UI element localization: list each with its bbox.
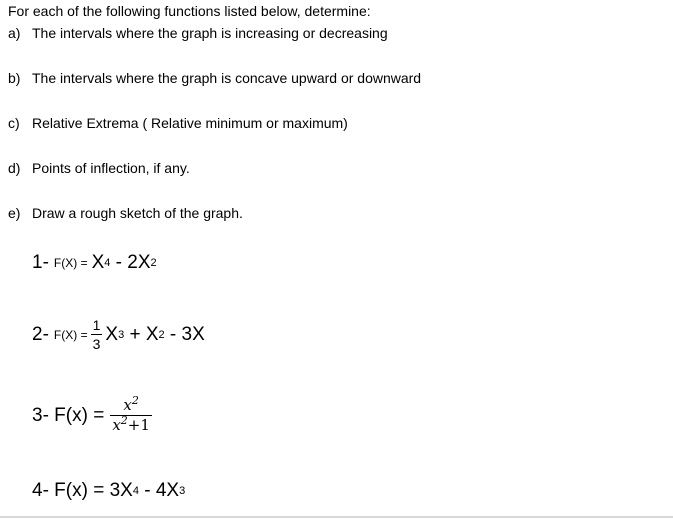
function-label: 3- F(x) = [32, 404, 105, 426]
term: - 2X [110, 252, 151, 273]
denominator [110, 414, 152, 434]
term: - 3X [164, 323, 205, 345]
fraction-bar [91, 334, 103, 335]
function-number: 1- [32, 252, 49, 273]
function-name: F(X) = [53, 327, 88, 342]
question-letter: c) [8, 115, 20, 131]
question-letter: a) [8, 25, 21, 41]
page-bottom-border [0, 516, 673, 518]
question-text: Points of inflection, if any. [32, 160, 190, 176]
question-d [8, 160, 190, 176]
function-2: 2- F(X) = $\frac{1}{3}$ X 3 + X 2 - 3X [32, 317, 205, 352]
function-3 [32, 394, 155, 434]
question-b [8, 70, 421, 86]
fraction [91, 318, 103, 351]
term: x [112, 416, 121, 434]
instructions-intro: For each of the following functions listed below, determine: [8, 3, 371, 19]
term: x [123, 396, 132, 414]
question-letter: b) [8, 70, 21, 86]
function-1: 1- F(X) = X 4 - 2X 2 [32, 252, 157, 273]
exponent: 2 [120, 414, 128, 427]
function-number: 2- [32, 323, 49, 345]
term: - 4X [138, 480, 180, 501]
term: X [91, 252, 105, 273]
numerator: 1 [92, 317, 101, 333]
term: +1 [127, 416, 150, 434]
question-e [8, 205, 243, 221]
term: X [105, 323, 119, 345]
denominator: 3 [92, 336, 101, 352]
question-text: The intervals where the graph is increasing or decreasing [32, 25, 388, 41]
function-name: F(X) = [53, 256, 88, 270]
question-text: Relative Extrema ( Relative minimum or maximum) [32, 115, 348, 131]
question-text: Draw a rough sketch of the graph. [32, 205, 243, 221]
fraction [110, 394, 152, 434]
question-text: The intervals where the graph is concave upward or downward [32, 70, 422, 86]
question-letter: e) [8, 205, 21, 221]
question-c [8, 115, 348, 131]
numerator [121, 394, 140, 414]
function-label: 4- F(x) = 3X [32, 480, 133, 501]
term: + X [124, 323, 159, 345]
function-4: 4- F(x) = 3X 4 - 4X 3 [32, 480, 186, 501]
question-a [8, 25, 388, 41]
question-letter: d) [8, 160, 21, 176]
exponent: 2 [131, 394, 139, 407]
